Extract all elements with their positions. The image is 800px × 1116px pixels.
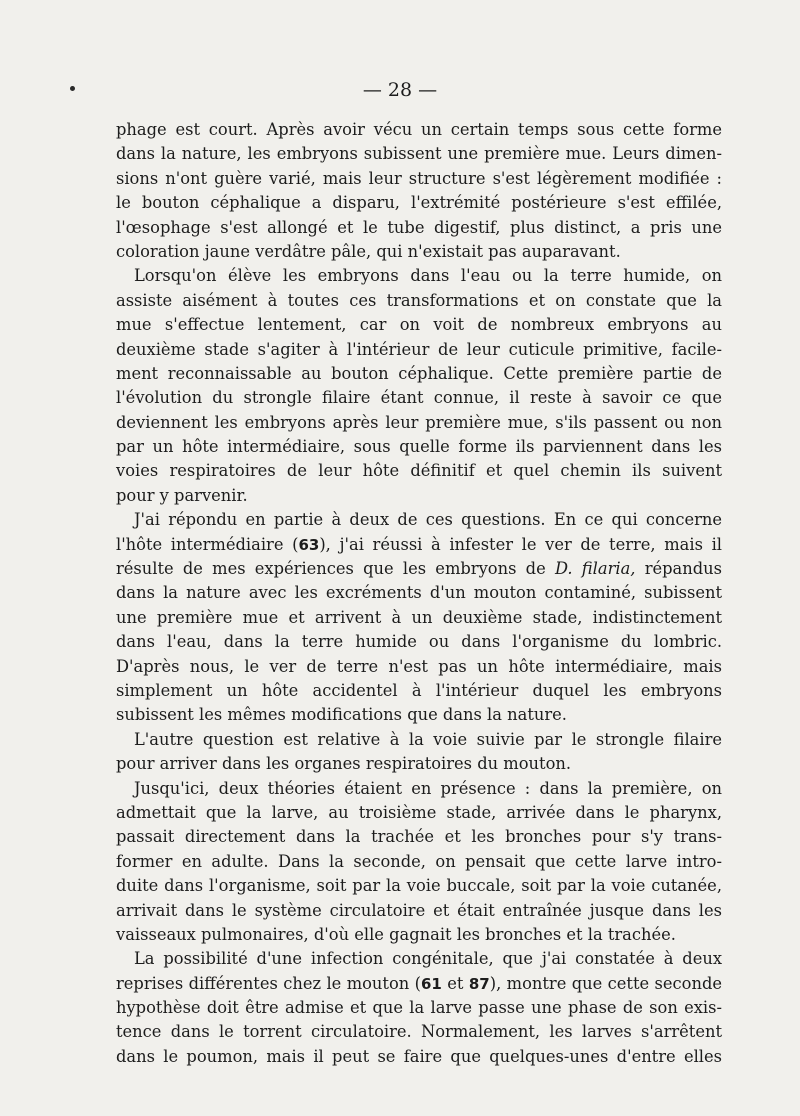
citation-ref: 61 — [421, 974, 442, 993]
text-line: simplement un hôte accidentel à l'intérieur duquel les embryons — [116, 680, 722, 700]
text-line: dans le poumon, mais il peut se faire que quelques-unes d'entre elles — [116, 1046, 722, 1066]
text-line: former en adulte. Dans la seconde, on pensait que cette larve intro- — [116, 851, 722, 871]
text-line: vaisseaux pulmonaires, d'où elle gagnait les bronches et la trachée. — [116, 924, 676, 944]
text-line: duite dans l'organisme, soit par la voie buccale, soit par la voie cutanée, — [116, 876, 722, 896]
text-line: dans l'eau, dans la terre humide ou dans l'organisme du lombric. — [116, 632, 722, 652]
text-line: D'après nous, le ver de terre n'est pas un hôte intermédiaire, mais — [116, 656, 722, 676]
text-line: pour y parvenir. — [116, 485, 248, 505]
text-segment: l'hôte intermédiaire ( — [116, 534, 299, 554]
text-segment: reprises différentes chez le mouton ( — [116, 973, 421, 993]
text-line — [116, 533, 722, 557]
text-line: dans la nature avec les excréments d'un mouton contaminé, subissent — [116, 583, 722, 603]
page-number: — 28 — — [362, 79, 438, 101]
citation-ref: 87 — [468, 974, 490, 993]
citation-ref: 63 — [298, 535, 320, 554]
text-line: l'œsophage s'est allongé et le tube digestif, plus distinct, a pris une — [116, 217, 722, 237]
text-line: L'autre question est relative à la voie suivie par le strongle filaire — [134, 729, 722, 749]
text-line: subissent les mêmes modifications que dans la nature. — [116, 705, 567, 725]
text-segment: répandus — [635, 559, 722, 579]
text-line: dans la nature, les embryons subissent une première mue. Leurs dimen- — [116, 144, 722, 164]
text-line: phage est court. Après avoir vécu un certain temps sous cette forme — [116, 120, 722, 139]
text-segment: ), montre que cette seconde — [489, 973, 723, 993]
text-line: deviennent les embryons après leur première mue, s'ils passent ou non — [116, 412, 722, 432]
text-line: arrivait dans le système circulatoire et était entraînée jusque dans les — [116, 900, 722, 920]
text-line: Jusqu'ici, deux théories étaient en présence : dans la première, on — [134, 778, 722, 798]
text-segment: résulte de mes expériences que les embryons de — [116, 559, 555, 579]
text-line — [116, 972, 722, 996]
text-segment: ), j'ai réussi à infester le ver de terre, mais il — [319, 534, 722, 554]
species-name: D. filaria, — [554, 559, 636, 579]
body-text — [116, 118, 722, 1069]
text-segment: et — [441, 973, 469, 993]
text-line: une première mue et arrivent à un deuxième stade, indistinctement — [116, 607, 722, 627]
text-line: par un hôte intermédiaire, sous quelle forme ils parviennent dans les — [116, 437, 722, 457]
text-line: deuxième stade s'agiter à l'intérieur de leur cuticule primitive, facile- — [116, 339, 722, 359]
text-line — [116, 557, 722, 581]
text-line: voies respiratoires de leur hôte définitif et quel chemin ils suivent — [116, 461, 722, 481]
text-line: pour arriver dans les organes respiratoires du mouton. — [116, 754, 572, 774]
text-line: Lorsqu'on élève les embryons dans l'eau ou la terre humide, on — [134, 266, 722, 286]
text-line: le bouton céphalique a disparu, l'extrémité postérieure s'est effilée, — [116, 193, 722, 213]
text-line: assiste aisément à toutes ces transformations et on constate que la — [116, 290, 722, 310]
text-line: coloration jaune verdâtre pâle, qui n'existait pas auparavant. — [116, 241, 621, 261]
text-line: passait directement dans la trachée et les bronches pour s'y trans- — [116, 827, 722, 847]
text-line: J'ai répondu en partie à deux de ces questions. En ce qui concerne — [134, 510, 722, 530]
text-line: admettait que la larve, au troisième stade, arrivée dans le pharynx, — [116, 802, 722, 822]
text-line: l'évolution du strongle filaire étant connue, il reste à savoir ce que — [116, 388, 722, 408]
text-line: La possibilité d'une infection congénitale, que j'ai constatée à deux — [134, 949, 722, 969]
text-line: ment reconnaissable au bouton céphalique. Cette première partie de — [116, 363, 722, 383]
text-line: mue s'effectue lentement, car on voit de nombreux embryons au — [116, 315, 722, 335]
text-line: hypothèse doit être admise et que la larve passe une phase de son exis- — [116, 998, 722, 1018]
text-line: tence dans le torrent circulatoire. Normalement, les larves s'arrêtent — [116, 1022, 722, 1042]
text-line: sions n'ont guère varié, mais leur structure s'est légèrement modifiée : — [116, 168, 722, 188]
